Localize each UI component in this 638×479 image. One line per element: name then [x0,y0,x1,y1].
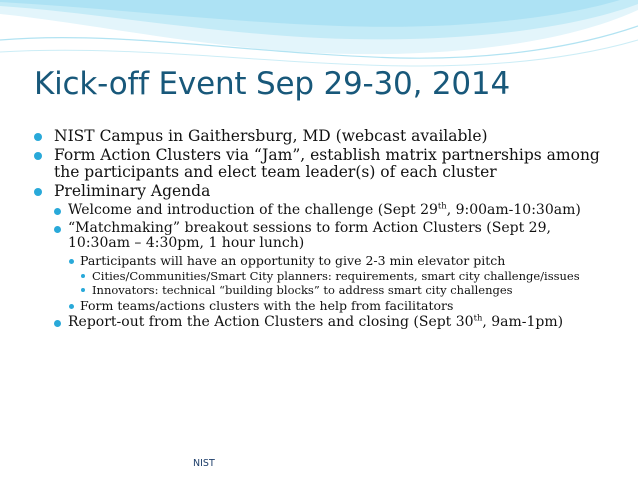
item-text: Cities/Communities/Smart City planners: requirements, smart city challenge/issues [92,268,580,283]
list-item-campus [30,128,600,145]
list-item-matchmaking [52,221,600,313]
bullet-icon [34,133,42,141]
bullet-icon [81,274,85,278]
pitch-list [80,270,600,297]
superscript: th [473,311,483,322]
item-text: Preliminary Agenda [54,182,211,200]
item-text: Form teams/actions clusters with the help from facilitators [80,297,454,313]
list-item-innovators [80,284,600,297]
bullet-icon [34,188,42,196]
item-text: Form Action Clusters via “Jam”, establish matrix partnerships among the participants and elect team leader(s) of each cluster [54,146,600,181]
bullet-icon [54,320,61,327]
bullet-icon [34,152,42,160]
item-text: Welcome and introduction of the challenge (Sept 29 [68,202,438,218]
slide-title: Kick-off Event Sep 29-30, 2014 [34,66,510,102]
list-item-teams [68,299,600,313]
agenda-list [52,200,600,330]
list-item-agenda [30,183,600,330]
bullet-icon [81,288,85,292]
bullet-icon [69,259,74,264]
superscript: th [437,200,447,211]
item-text: “Matchmaking” breakout sessions to form Action Clusters (Sept 29, 10:30am – 4:30pm, 1 hour lunch) [68,219,551,251]
item-text: Innovators: technical “building blocks” to address smart city challenges [92,283,513,297]
list-item-welcome [52,200,600,219]
item-text: Participants will have an opportunity to give 2-3 min elevator pitch [80,252,506,268]
slide-body [30,128,600,332]
list-item-pitch [68,254,600,297]
item-text: , 9:00am-10:30am) [446,202,581,218]
item-text: NIST Campus in Gaithersburg, MD (webcast available) [54,127,488,145]
footer-text: NIST [193,458,215,469]
bullet-list [30,128,600,330]
list-item-cities [80,270,600,283]
wave-decoration [0,0,638,70]
bullet-icon [54,226,61,233]
matchmaking-list [68,254,600,313]
list-item-clusters [30,147,600,181]
list-item-reportout [52,311,600,331]
bullet-icon [54,208,61,215]
item-text: Report-out from the Action Clusters and closing (Sept 30 [68,313,474,330]
item-text: , 9am-1pm) [482,313,564,330]
bullet-icon [69,304,74,309]
